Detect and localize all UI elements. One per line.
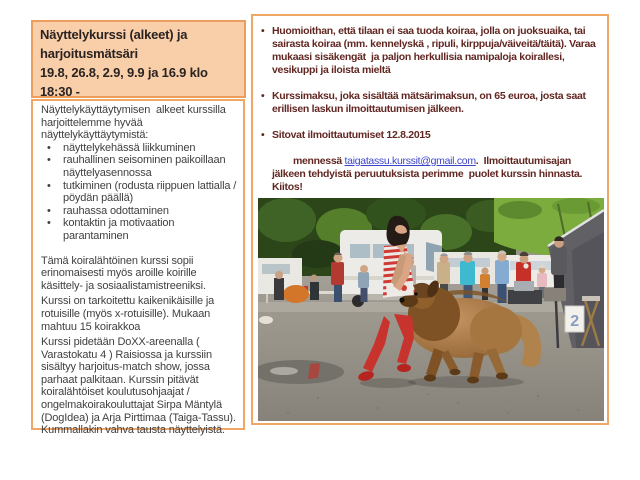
course-topics-list	[41, 142, 239, 243]
info-list	[260, 25, 602, 207]
title-box	[31, 20, 246, 98]
registration-prefix: mennessä	[292, 155, 345, 167]
list-item	[260, 129, 602, 207]
course-description-panel	[31, 99, 245, 437]
dog-show-photo	[258, 198, 604, 421]
paragraph-eligibility: Kurssi on tarkoitettu kaikenikäisille ja rotuisille (myös x-rotuisille). Mukaan mahtuu 15 koirakkoa	[41, 295, 218, 333]
list-item: • näyttelykehässä liikkuminen	[41, 142, 239, 155]
registration-suffix: . Ilmoittautumisajan jälkeen tehdyistä peruutuksista perimme puolet kurssin hinnasta. Kiitos!	[272, 155, 585, 193]
ring-number-text: 2	[570, 313, 579, 330]
paragraph-location-trainers: Kurssi pidetään DoXX-areenalla ( Varastokatu 4 ) Raisiossa ja kurssiin sisältyy harjoitus-match show, jossa parhaat palkitaan. Kurssin pitävät koiralähtöiset koulutusohjaajat / ongelmakoirakouluttajat Sirpa Mäntylä (DogIdea) ja Arja Pirttimaa (Taiga-Tassu). Kummallakin vahva tausta näyttelyistä.	[41, 336, 239, 437]
dog-show-photo-illustration	[258, 198, 604, 421]
paragraph-suitability: Tämä koiralähtöinen kurssi sopii erinomaisesti myös aroille koirille käsittely- ja sosiaalistamistreeniksi.	[41, 254, 206, 292]
intro-paragraph: Näyttelykäyttäytymisen alkeet kurssilla harjoittelemme hyvää näyttelykäyttäytymistä:	[41, 104, 229, 142]
ring-number-sign	[565, 306, 584, 332]
list-item: • rauhassa odottaminen	[41, 205, 239, 218]
title-line-1: Näyttelykurssi (alkeet) ja harjoitusmätsäri	[40, 27, 191, 61]
list-item: • kontaktin ja motivaation parantaminen	[41, 217, 239, 242]
list-item: • rauhallinen seisominen paikoillaan näyttelyasennossa	[41, 154, 239, 179]
registration-deadline: Sitovat ilmoittautumiset 12.8.2015	[272, 129, 431, 141]
list-item: • Huomioithan, että tilaan ei saa tuoda koiraa, jolla on juoksuaika, tai sairasta koiraa (mm. kennelyskä , ripuli, kirppuja/väiveitä/täitä). Varaa mukaasi sisäkengät ja paljon herkullisia namipaloja koirallesi, vesikuppi ja iloista mieltä	[260, 25, 602, 77]
list-item: • Kurssimaksu, joka sisältää mätsärimaksun, on 65 euroa, josta saat erillisen laskun ilmoittautumisen jälkeen.	[260, 90, 602, 116]
list-item: • tutkiminen (rodusta riippuen lattialla / pöydän päällä)	[41, 180, 239, 205]
email-link[interactable]: taigatassu.kurssit@gmail.com	[344, 155, 476, 167]
title-line-2: 19.8, 26.8, 2.9, 9.9 ja 16.9 klo 18:30 -	[40, 65, 212, 99]
practical-info-panel	[251, 14, 609, 425]
